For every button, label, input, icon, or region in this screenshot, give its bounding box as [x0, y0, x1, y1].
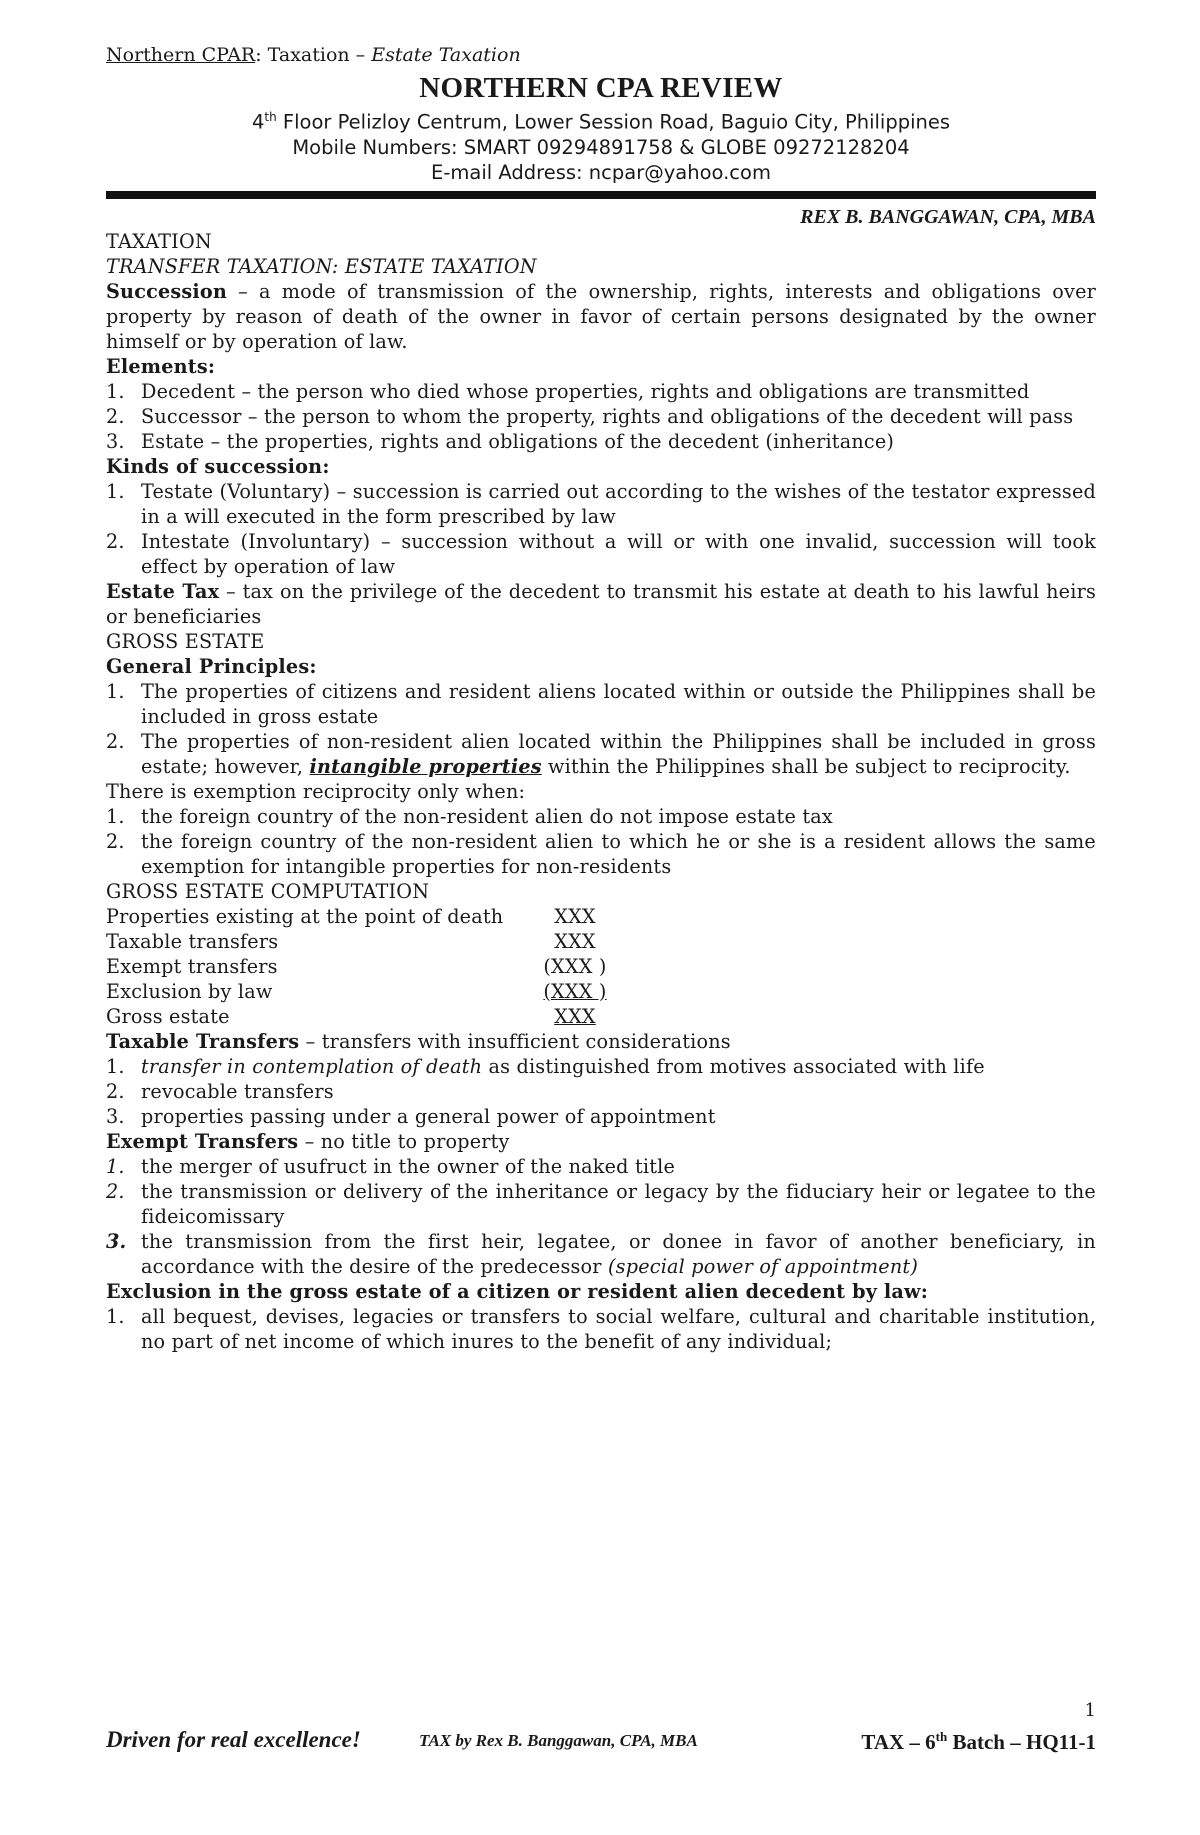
list-number: 2.	[106, 529, 125, 553]
computation-amount: XXX	[554, 929, 596, 953]
general-principles-heading: General Principles:	[106, 654, 317, 678]
list-number: 3.	[106, 1104, 125, 1128]
list-number: 1.	[106, 1054, 125, 1078]
list-number: 1.	[106, 804, 125, 828]
subject-title: TAXATION	[106, 229, 212, 253]
footer-motto: Driven for real excellence!	[106, 1727, 361, 1752]
table-row	[106, 1004, 610, 1029]
estate-tax-definition	[106, 579, 1096, 629]
elements-heading: Elements:	[106, 354, 216, 378]
address-floor-suffix: th	[264, 110, 277, 124]
list-text: revocable transfers	[141, 1079, 334, 1103]
taxable-transfers-list	[106, 1054, 1096, 1129]
exclusion-list	[106, 1304, 1096, 1354]
elements-list	[106, 379, 1096, 454]
computation-amount: (XXX )	[543, 954, 607, 978]
taxable-transfers-definition	[106, 1029, 1096, 1054]
list-text	[141, 729, 1096, 779]
list-item	[106, 804, 1096, 829]
running-header-sep: : Taxation –	[255, 44, 372, 66]
taxable-transfers-term: Taxable Transfers	[106, 1029, 300, 1053]
list-number: 1.	[106, 1304, 125, 1328]
succession-term: Succession	[106, 279, 228, 303]
list-text-rest: as distinguished from motives associated with life	[482, 1054, 985, 1078]
list-item	[106, 404, 1096, 429]
list-text	[141, 1229, 1096, 1279]
list-text: all bequest, devises, legacies or transfers to social welfare, cultural and charitable institution, no part of net income of which inures to the benefit of any individual;	[141, 1304, 1096, 1353]
list-item	[106, 1054, 1096, 1079]
list-item	[106, 1179, 1096, 1229]
list-number: 3.	[106, 1229, 127, 1253]
document-body	[106, 229, 1096, 1354]
computation-amount	[540, 979, 610, 1004]
running-header-topic: Estate Taxation	[371, 44, 521, 66]
succession-definition	[106, 279, 1096, 354]
list-text: The properties of citizens and resident aliens located within or outside the Philippines shall be included in gross estate	[141, 679, 1096, 728]
running-header	[106, 44, 1096, 68]
computation-amount-value: XXX	[554, 1004, 596, 1028]
header-rule	[106, 191, 1096, 199]
list-number: 2.	[106, 829, 125, 853]
kinds-heading: Kinds of succession:	[106, 454, 330, 478]
kinds-list	[106, 479, 1096, 579]
exclusion-heading: Exclusion in the gross estate of a citizen or resident alien decedent by law:	[106, 1279, 929, 1303]
address-text: Floor Pelizloy Centrum, Lower Session Road, Baguio City, Philippines	[276, 110, 951, 134]
list-number: 3.	[106, 429, 125, 453]
list-text: Estate – the properties, rights and obligations of the decedent (inheritance)	[141, 429, 895, 453]
succession-text: – a mode of transmission of the ownership, rights, interests and obligations over property by reason of death of the owner in favor of certain persons designated by the owner himself or by operation of law.	[106, 279, 1096, 353]
org-mobile: Mobile Numbers: SMART 09294891758 & GLOBE 09272128204	[292, 135, 910, 159]
table-row	[106, 929, 610, 954]
computation-label: Gross estate	[106, 1004, 230, 1028]
page-footer	[106, 1727, 1096, 1757]
footer-code-start: TAX – 6	[861, 1730, 936, 1754]
list-text: the foreign country of the non-resident alien to which he or she is a resident allows the same exemption for intangible properties for non-residents	[141, 829, 1096, 878]
list-number: 1.	[106, 379, 125, 403]
list-number: 1.	[106, 479, 125, 503]
exempt-transfers-definition	[106, 1129, 1096, 1154]
list-number: 2.	[106, 729, 125, 753]
principles-list	[106, 679, 1096, 779]
list-text: Successor – the person to whom the property, rights and obligations of the decedent will pass	[141, 404, 1074, 428]
author-name: REX B. BANGGAWAN, CPA, MBA	[800, 205, 1096, 228]
exempt-transfers-text: – no title to property	[298, 1129, 510, 1153]
table-row	[106, 979, 610, 1004]
list-number: 2.	[106, 1079, 125, 1103]
footer-code-end: Batch – HQ11-1	[947, 1730, 1096, 1754]
contemplation-of-death-emphasis: transfer in contemplation of death	[141, 1054, 483, 1078]
intangible-properties-emphasis: intangible properties	[309, 754, 542, 778]
estate-tax-term: Estate Tax	[106, 579, 220, 603]
list-item	[106, 1079, 1096, 1104]
exempt-transfers-list	[106, 1154, 1096, 1279]
footer-code-suffix: th	[935, 1729, 948, 1744]
computation-amount	[540, 1004, 610, 1029]
list-text	[141, 1054, 1096, 1079]
computation-heading: GROSS ESTATE COMPUTATION	[106, 879, 430, 903]
org-address	[106, 105, 1096, 135]
footer-credit: TAX by Rex B. Banggawan, CPA, MBA	[419, 1731, 698, 1750]
computation-label: Exclusion by law	[106, 979, 273, 1003]
list-number: 2.	[106, 404, 125, 428]
list-text-start: the transmission from the first heir, legatee, or donee in favor of another beneficiary, in accordance with the desire of the predecessor	[141, 1229, 1096, 1278]
list-text: properties passing under a general power of appointment	[141, 1104, 716, 1128]
address-floor: 4	[251, 110, 265, 134]
list-item	[106, 679, 1096, 729]
special-power-emphasis: (special power of appointment)	[607, 1254, 919, 1278]
list-number: 2.	[106, 1179, 125, 1203]
estate-tax-text: – tax on the privilege of the decedent to transmit his estate at death to his lawful heirs or beneficiaries	[106, 579, 1096, 628]
org-email: E-mail Address: ncpar@yahoo.com	[431, 160, 771, 184]
list-text: Testate (Voluntary) – succession is carried out according to the wishes of the testator expressed in a will executed in the form prescribed by law	[141, 479, 1096, 528]
list-item	[106, 1104, 1096, 1129]
list-text: the foreign country of the non-resident alien do not impose estate tax	[141, 804, 833, 828]
list-text: the merger of usufruct in the owner of the naked title	[141, 1154, 676, 1178]
taxable-transfers-text: – transfers with insufficient considerations	[299, 1029, 731, 1053]
running-header-org: Northern CPAR	[106, 44, 256, 66]
list-item	[106, 729, 1096, 779]
exempt-transfers-term: Exempt Transfers	[106, 1129, 299, 1153]
list-item	[106, 1154, 1096, 1179]
org-title: NORTHERN CPA REVIEW	[419, 72, 783, 104]
computation-amount: XXX	[554, 904, 596, 928]
computation-amount-value: (XXX )	[543, 979, 607, 1003]
list-item	[106, 829, 1096, 879]
principle-text-start: The properties of non-resident alien located within the Philippines shall be included in gross estate; however,	[141, 729, 1096, 778]
document-page	[106, 44, 1096, 1354]
gross-estate-heading: GROSS ESTATE	[106, 629, 265, 653]
list-number: 1.	[106, 1154, 125, 1178]
list-number: 1.	[106, 679, 125, 703]
page-number: 1	[1084, 1700, 1096, 1721]
table-row	[106, 954, 610, 979]
list-item	[106, 529, 1096, 579]
computation-table	[106, 904, 610, 1029]
computation-label: Properties existing at the point of death	[106, 904, 504, 928]
computation-label: Taxable transfers	[106, 929, 279, 953]
subject-subtitle: TRANSFER TAXATION: ESTATE TAXATION	[106, 254, 537, 278]
list-text: the transmission or delivery of the inheritance or legacy by the fiduciary heir or legatee to the fideicomissary	[141, 1179, 1096, 1228]
computation-label: Exempt transfers	[106, 954, 278, 978]
list-item	[106, 379, 1096, 404]
principle-text-end: within the Philippines shall be subject to reciprocity.	[541, 754, 1071, 778]
list-item	[106, 429, 1096, 454]
list-item	[106, 1304, 1096, 1354]
list-item	[106, 1229, 1096, 1279]
list-item	[106, 479, 1096, 529]
list-text: Decedent – the person who died whose properties, rights and obligations are transmitted	[141, 379, 1030, 403]
reciprocity-intro: There is exemption reciprocity only when:	[106, 779, 526, 803]
footer-code	[861, 1729, 1096, 1755]
reciprocity-list	[106, 804, 1096, 879]
table-row	[106, 904, 610, 929]
list-text: Intestate (Involuntary) – succession without a will or with one invalid, succession will took effect by operation of law	[141, 529, 1096, 578]
